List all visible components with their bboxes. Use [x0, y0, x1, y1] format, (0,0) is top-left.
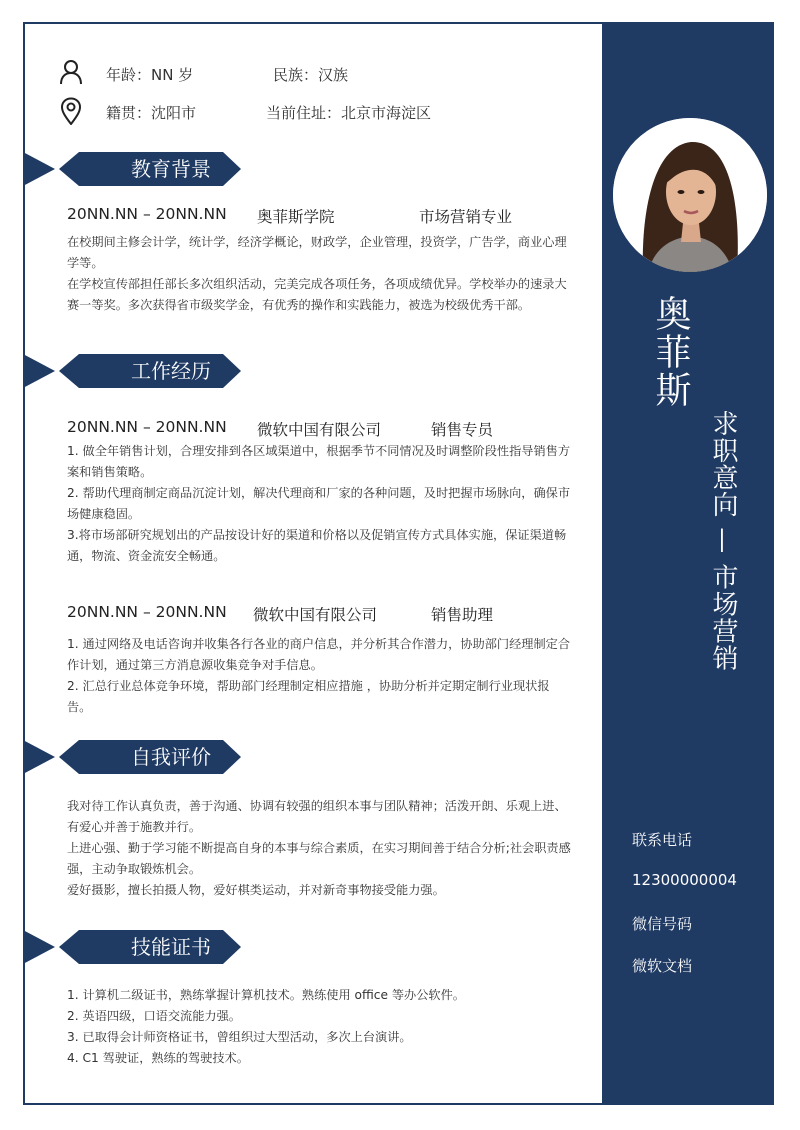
paragraph: 上进心强、勤于学习能不断提高自身的本事与综合素质，在实习期间善于结合分析;社会职责感强，主动争取锻炼机会。: [67, 841, 571, 876]
candidate-name: 奥菲斯: [650, 295, 691, 409]
paragraph: 我对待工作认真负责，善于沟通、协调有较强的组织本事与团队精神；活泼开朗、乐观上进、有爱心并善于施教并行。: [67, 799, 567, 834]
entry-date: 20NN.NN – 20NN.NN: [67, 205, 227, 223]
school-name: 奥菲斯学院: [257, 208, 335, 226]
address-field: 当前住址：北京市海淀区: [266, 104, 432, 122]
list-item: 1. 做全年销售计划，合理安排到各区域渠道中，根据季节不同情况及时调整阶段性指导销售方案和销售策略。: [67, 444, 571, 479]
job-role: 销售助理: [431, 606, 494, 624]
person-icon: [59, 59, 83, 89]
education-description: [67, 232, 572, 316]
list-item: 3.将市场部研究规划出的产品按设计好的渠道和价格以及促销宣传方式具体实施，保证渠道畅通，物流、资金流安全畅通。: [67, 528, 567, 563]
major-name: 市场营销专业: [419, 208, 513, 226]
company-name: 微软中国有限公司: [257, 421, 382, 439]
company-name: 微软中国有限公司: [253, 606, 378, 624]
section-title: 教育背景: [131, 157, 211, 181]
self-evaluation-text: [67, 796, 572, 901]
list-item: 1. 计算机二级证书，熟练掌握计算机技术。熟练使用 office 等办公软件。: [67, 988, 465, 1002]
entry-date: 20NN.NN – 20NN.NN: [67, 603, 227, 621]
job-intent: 求职意向 — 市场营销: [708, 410, 738, 672]
list-item: 3. 已取得会计师资格证书，曾组织过大型活动，多次上台演讲。: [67, 1030, 412, 1044]
job-description: [67, 441, 572, 567]
job-entry-header: [67, 603, 587, 623]
section-title: 自我评价: [131, 745, 211, 769]
job-role: 销售专员: [431, 421, 494, 439]
list-item: 4. C1 驾驶证，熟练的驾驶技术。: [67, 1051, 249, 1065]
location-pin-icon: [60, 97, 82, 129]
wechat-value: 微软文档: [632, 957, 693, 975]
list-item: 2. 帮助代理商制定商品沉淀计划，解决代理商和厂家的各种问题，及时把握市场脉向，确保市场健康稳固。: [67, 486, 571, 521]
job-description: [67, 634, 572, 718]
profile-photo: [613, 118, 767, 272]
education-entry-header: [67, 205, 587, 225]
list-item: 2. 英语四级，口语交流能力强。: [67, 1009, 241, 1023]
phone-label: 联系电话: [632, 831, 693, 849]
origin-field: 籍贯：沈阳市: [106, 104, 197, 122]
paragraph: 在校期间主修会计学，统计学，经济学概论，财政学，企业管理，投资学，广告学，商业心理学等。: [67, 235, 567, 270]
age-field: 年龄：NN 岁: [106, 66, 194, 84]
section-title: 工作经历: [131, 359, 211, 383]
list-item: 1. 通过网络及电话咨询并收集各行各业的商户信息，并分析其合作潜力，协助部门经理制定合作计划，通过第三方消息源收集竞争对手信息。: [67, 637, 571, 672]
ethnicity-field: 民族：汉族: [273, 66, 349, 84]
section-header-self-evaluation: [23, 740, 243, 774]
section-header-education: [23, 152, 243, 186]
section-header-work: [23, 354, 243, 388]
skills-list: [67, 985, 572, 1069]
section-title: 技能证书: [131, 935, 211, 959]
entry-date: 20NN.NN – 20NN.NN: [67, 418, 227, 436]
job-entry-header: [67, 418, 587, 438]
paragraph: 在学校宣传部担任部长多次组织活动，完美完成各项任务，各项成绩优异。学校举办的速录大赛一等奖。多次获得省市级奖学金，有优秀的操作和实践能力，被选为校级优秀干部。: [67, 277, 567, 312]
section-header-skills: [23, 930, 243, 964]
list-item: 2. 汇总行业总体竞争环境，帮助部门经理制定相应措施 ，协助分析并定期定制行业现状报告。: [67, 679, 550, 714]
paragraph: 爱好摄影，擅长拍摄人物，爱好棋类运动，并对新奇事物接受能力强。: [67, 883, 445, 897]
wechat-label: 微信号码: [632, 915, 693, 933]
phone-value: 12300000004: [632, 871, 737, 889]
